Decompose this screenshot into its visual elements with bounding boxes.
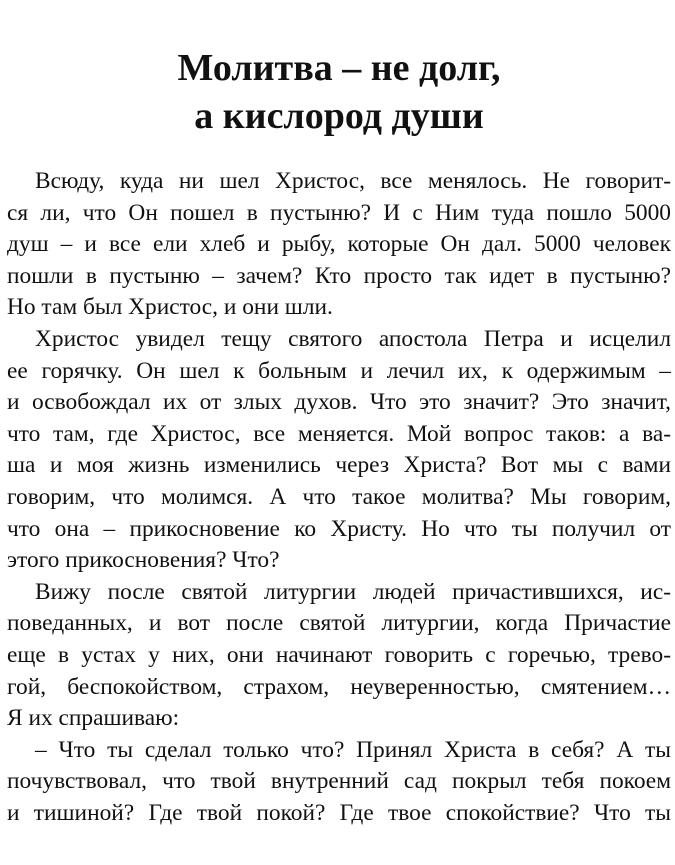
paragraph-2 <box>7 324 671 577</box>
text-line: и освобождал их от злых духов. Что это значит? Это значит, <box>7 389 671 416</box>
text-line: ша и моя жизнь изменились через Христа? Вот мы с вами <box>7 452 671 479</box>
text-line: Христос увидел тещу святого апостола Петра и исцелил <box>35 325 671 352</box>
text-line: ее горячку. Он шел к больным и лечил их, к одержимым – <box>7 357 671 384</box>
text-line: – Что ты сделал только что? Принял Христа в себя? А ты <box>35 736 671 763</box>
paragraph-3 <box>7 577 671 735</box>
text-line: Но там был Христос, и они шли. <box>7 294 333 321</box>
text-line: еще в устах у них, они начинают говорить с горечью, трево- <box>7 641 671 668</box>
text-line: и тишиной? Где твой покой? Где твое спокойствие? Что ты <box>7 799 671 826</box>
paragraph-4 <box>7 735 671 830</box>
text-line: говорим, что молимся. А что такое молитва? Мы говорим, <box>7 483 671 510</box>
text-line: что там, где Христос, все меняется. Мой вопрос таков: а ва- <box>7 420 671 447</box>
body-text <box>7 166 671 829</box>
text-line: Я их спрашиваю: <box>7 705 180 732</box>
chapter-title-line-2: а кислород души <box>194 95 484 137</box>
text-line: Всюду, куда ни шел Христос, все менялось. Не говорит- <box>35 168 671 194</box>
text-line: гой, беспокойством, страхом, неуверенностью, смятением… <box>7 673 671 700</box>
paragraph-1 <box>7 166 671 324</box>
text-line: Вижу после святой литургии людей причастившихся, ис- <box>35 578 671 605</box>
text-line: этого прикосновения? Что? <box>7 547 280 574</box>
chapter-title-line-1: Молитва – не долг, <box>177 47 501 89</box>
text-line: ся ли, что Он пошел в пустыню? И с Ним туда пошло 5000 <box>7 199 671 226</box>
text-line: поведанных, и вот после святой литургии, когда Причастие <box>7 610 671 637</box>
text-line: пошли в пустыню – зачем? Кто просто так идет в пустыню? <box>7 262 671 289</box>
text-line: почувствовал, что твой внутренний сад покрыл тебя покоем <box>7 768 671 795</box>
text-line: душ – и все ели хлеб и рыбу, которые Он дал. 5000 человек <box>7 231 671 258</box>
text-line: что она – прикосновение ко Христу. Но что ты получил от <box>7 515 671 542</box>
chapter-title <box>7 44 671 140</box>
